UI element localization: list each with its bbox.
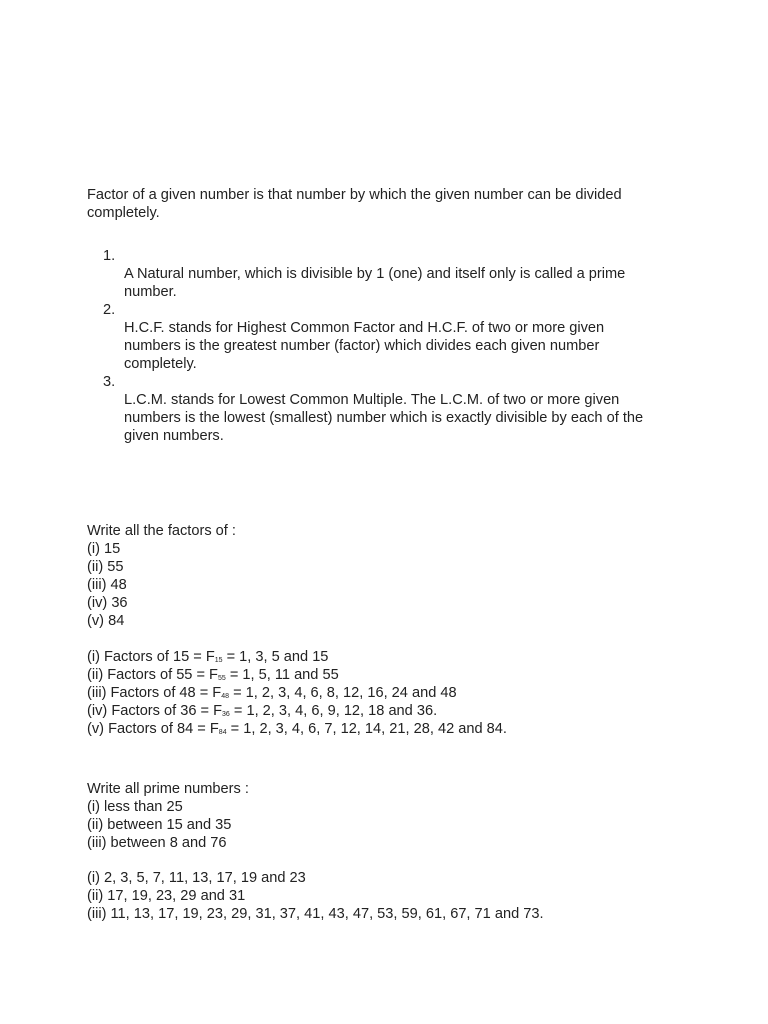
- answer-text: = 1, 5, 11 and 55: [225, 667, 339, 683]
- question-item: (ii) between 15 and 35: [87, 817, 232, 833]
- subscript: 55: [217, 675, 226, 682]
- question-prompt: Write all prime numbers :: [87, 781, 249, 797]
- subscript: 84: [218, 729, 227, 736]
- answer-line: [87, 648, 707, 666]
- question-item: (iv) 36: [87, 595, 128, 611]
- definition-text: H.C.F. stands for Highest Common Factor and H.C.F. of two or more given numbers is the greatest number (factor) which divides each given number completely.: [124, 320, 605, 372]
- answer-text: = 1, 3, 5 and 15: [222, 649, 329, 665]
- subscript: 15: [214, 657, 223, 664]
- answer-line: (ii) 17, 19, 23, 29 and 31: [87, 888, 246, 904]
- answer-text: (iv) Factors of 36 = F: [87, 703, 223, 719]
- answer-line: [87, 702, 707, 720]
- answer-primes: [87, 869, 707, 923]
- answer-line: [87, 666, 707, 684]
- answer-text: (i) Factors of 15 = F: [87, 649, 215, 665]
- definitions-list: [103, 247, 683, 445]
- definition-item: [103, 247, 683, 301]
- question-item: (iii) 48: [87, 577, 127, 593]
- answer-text: (v) Factors of 84 = F: [87, 721, 219, 737]
- question-item: (i) less than 25: [87, 799, 183, 815]
- question-item: (v) 84: [87, 613, 125, 629]
- definition-number: 3.: [103, 374, 116, 390]
- answer-factors: [87, 648, 707, 738]
- answer-text: (iii) Factors of 48 = F: [87, 685, 222, 701]
- answer-line: [87, 720, 707, 738]
- definition-text: A Natural number, which is divisible by 1 (one) and itself only is called a prime number.: [124, 266, 626, 300]
- answer-line: (i) 2, 3, 5, 7, 11, 13, 17, 19 and 23: [87, 870, 306, 886]
- question-factors: [87, 522, 707, 630]
- answer-line: (iii) 11, 13, 17, 19, 23, 29, 31, 37, 41, 43, 47, 53, 59, 61, 67, 71 and 73.: [87, 906, 544, 922]
- answer-text: (ii) Factors of 55 = F: [87, 667, 218, 683]
- intro-paragraph: Factor of a given number is that number by which the given number can be divided completely.: [87, 187, 622, 221]
- answer-line: [87, 684, 707, 702]
- question-item: (i) 15: [87, 541, 121, 557]
- definition-text: L.C.M. stands for Lowest Common Multiple. The L.C.M. of two or more given numbers is the lowest (smallest) number which is exactly divisible by each of the given numbers.: [124, 392, 644, 444]
- answer-text: = 1, 2, 3, 4, 6, 8, 12, 16, 24 and 48: [229, 685, 457, 701]
- definition-number: 1.: [103, 248, 116, 264]
- question-prompt: Write all the factors of :: [87, 523, 236, 539]
- answer-text: = 1, 2, 3, 4, 6, 9, 12, 18 and 36.: [229, 703, 438, 719]
- question-primes: [87, 780, 707, 852]
- subscript: 48: [221, 693, 230, 700]
- definition-item: [103, 373, 683, 445]
- subscript: 36: [222, 711, 230, 718]
- question-item: (ii) 55: [87, 559, 124, 575]
- question-item: (iii) between 8 and 76: [87, 835, 227, 851]
- definition-number: 2.: [103, 302, 116, 318]
- definition-item: [103, 301, 683, 373]
- answer-text: = 1, 2, 3, 4, 6, 7, 12, 14, 21, 28, 42 and 84.: [226, 721, 507, 737]
